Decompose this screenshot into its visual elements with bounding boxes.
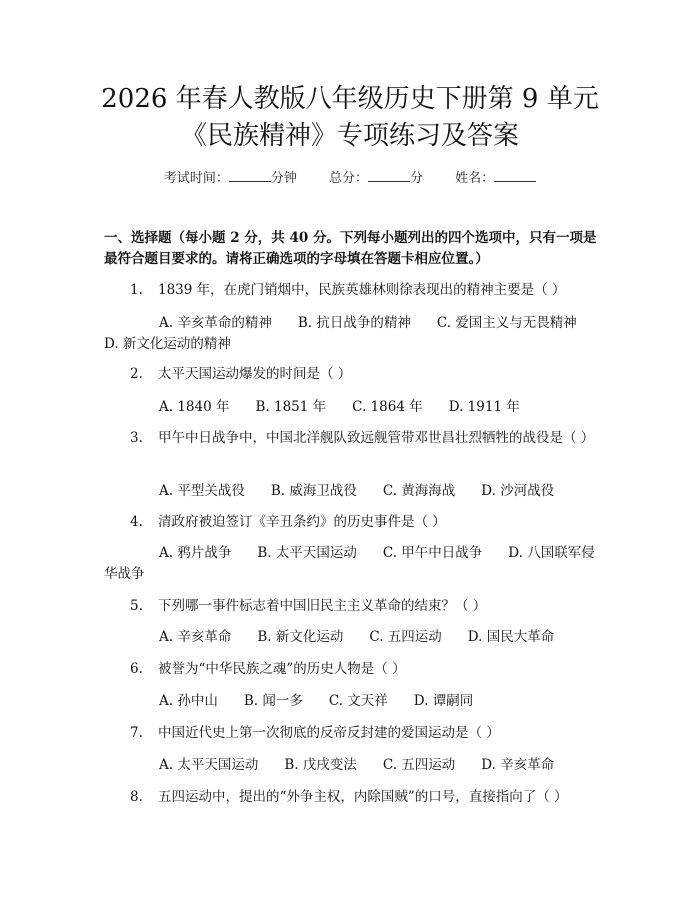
option-b[interactable]: B. 抗日战争的精神 (297, 315, 411, 331)
exam-time-label: 考试时间： (163, 171, 229, 186)
question-number: 7. (130, 725, 143, 741)
option-b[interactable]: B. 新文化运动 (257, 629, 344, 645)
question-5-options (104, 627, 604, 648)
question-stem: 下列哪一事件标志着中国旧民主主义革命的结束？（ ） (158, 598, 487, 614)
option-a[interactable]: A. 孙中山 (159, 693, 218, 709)
option-b[interactable]: B. 太平天国运动 (257, 545, 357, 561)
option-a[interactable]: A. 辛亥革命 (159, 629, 232, 645)
exam-info (0, 169, 700, 188)
option-d[interactable]: D. 国民大革命 (467, 629, 555, 645)
question-6 (104, 659, 604, 680)
question-stem: 五四运动中，提出的“外争主权，内除国贼”的口号，直接指向了（ ） (158, 789, 568, 805)
question-stem: 中国近代史上第一次彻底的反帝反封建的爱国运动是（ ） (158, 725, 500, 741)
exam-score (329, 169, 423, 188)
question-number: 2. (130, 366, 143, 382)
question-6-options (104, 691, 604, 712)
question-number: 4. (130, 514, 143, 530)
option-a[interactable]: A. 太平天国运动 (159, 757, 259, 773)
exam-time-unit: 分钟 (270, 171, 297, 186)
question-4-options (104, 543, 604, 585)
question-5 (104, 596, 604, 617)
question-1 (104, 280, 604, 301)
question-7-options (104, 755, 604, 776)
option-b[interactable]: B. 1851 年 (255, 399, 327, 415)
question-stem: 甲午中日战争中，中国北洋舰队致远舰管带邓世昌壮烈牺牲的战役是（ ） (158, 430, 595, 446)
option-d[interactable]: D. 1911 年 (448, 399, 520, 415)
question-3 (104, 428, 604, 449)
document-title-line-1: 2026 年春人教版八年级历史下册第 9 单元 (101, 84, 599, 114)
question-number: 1. (130, 282, 143, 298)
question-1-options (104, 313, 604, 355)
option-b[interactable]: B. 闻一多 (243, 693, 303, 709)
question-2 (104, 364, 604, 385)
question-2-options (104, 397, 604, 418)
option-c[interactable]: C. 五四运动 (369, 629, 442, 645)
question-3-options (104, 481, 604, 502)
question-number: 6. (130, 661, 143, 677)
exam-name (455, 169, 536, 188)
option-a[interactable]: A. 平型关战役 (159, 483, 245, 499)
option-c[interactable]: C. 五四运动 (382, 757, 456, 773)
exam-name-label: 姓名： (455, 171, 495, 186)
option-b[interactable]: B. 戊戌变法 (284, 757, 357, 773)
option-c[interactable]: C. 文天祥 (328, 693, 388, 709)
option-c[interactable]: C. 甲午中日战争 (382, 545, 483, 561)
question-stem: 清政府被迫签订《辛丑条约》的历史事件是（ ） (158, 514, 446, 530)
question-number: 8. (130, 789, 143, 805)
option-d[interactable]: D. 八国联军侵华战争 (104, 545, 595, 582)
section-heading: 一、选择题（每小题 2 分，共 40 分。下列每小题列出的四个选项中，只有一项是最符合题目要求的。请将正确选项的字母填在答题卡相应位置。） (104, 230, 597, 267)
option-c[interactable]: C. 爱国主义与无畏精神 (436, 315, 577, 331)
question-stem: 被誉为“中华民族之魂”的历史人物是（ ） (158, 661, 406, 677)
exam-score-label: 总分： (328, 171, 368, 186)
option-d[interactable]: D. 谭嗣同 (413, 693, 474, 709)
exam-score-blank[interactable] (368, 169, 410, 182)
option-c[interactable]: C. 黄海海战 (382, 483, 456, 499)
option-a[interactable]: A. 鸦片战争 (159, 545, 232, 561)
question-stem: 太平天国运动爆发的时间是（ ） (158, 366, 352, 382)
exam-score-unit: 分 (410, 171, 424, 186)
option-d[interactable]: D. 辛亥革命 (481, 757, 555, 773)
question-number: 5. (130, 598, 143, 614)
option-d[interactable]: D. 新文化运动的精神 (104, 336, 231, 352)
option-b[interactable]: B. 威海卫战役 (270, 483, 357, 499)
exam-name-blank[interactable] (494, 169, 536, 182)
question-4 (104, 512, 604, 533)
option-c[interactable]: C. 1864 年 (352, 399, 423, 415)
option-d[interactable]: D. 沙河战役 (481, 483, 555, 499)
question-stem: 1839 年，在虎门销烟中，民族英雄林则徐表现出的精神主要是（ ） (158, 282, 566, 298)
option-a[interactable]: A. 1840 年 (159, 399, 230, 415)
document-title-line-2: 《民族精神》专项练习及答案 (180, 121, 519, 151)
exam-time-blank[interactable] (229, 169, 271, 182)
question-7 (104, 723, 604, 744)
exam-time (164, 169, 297, 188)
question-number: 3. (130, 430, 143, 446)
question-8 (104, 787, 604, 808)
option-a[interactable]: A. 辛亥革命的精神 (159, 315, 272, 331)
